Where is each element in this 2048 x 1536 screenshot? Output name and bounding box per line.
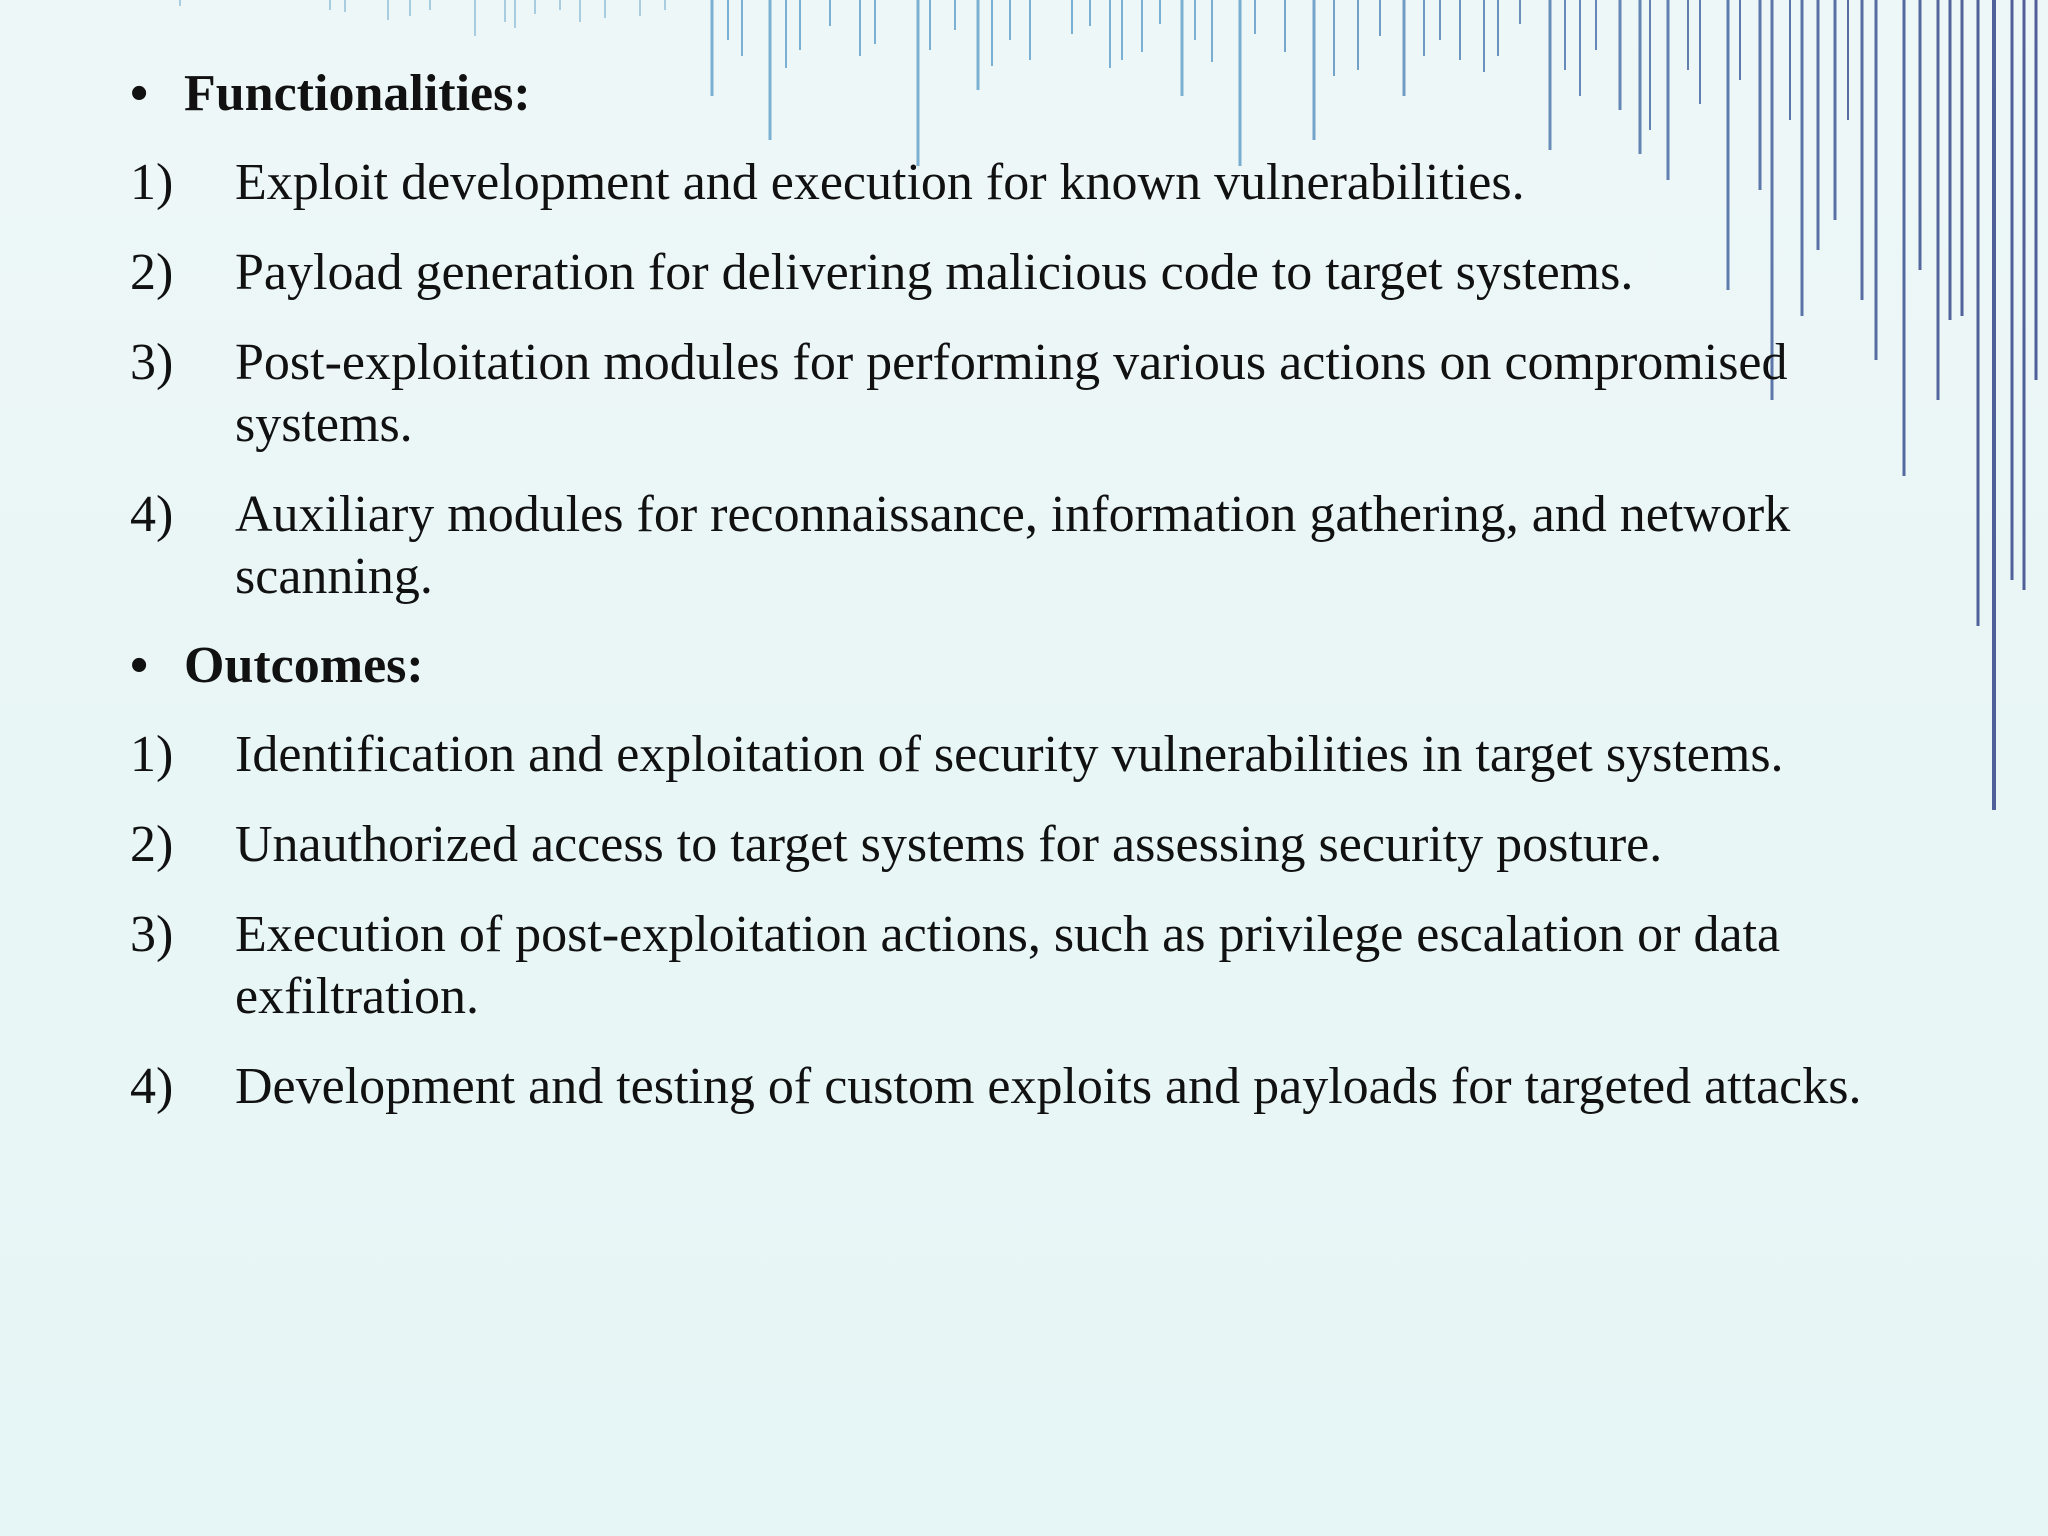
bullet-marker: • <box>130 65 149 122</box>
item-text: Identification and exploitation of security vulnerabilities in target systems. <box>235 726 1784 783</box>
item-number: 1) <box>130 726 174 783</box>
item-text: Execution of post-exploitation actions, such as privilege escalation or data exfiltration. <box>235 906 1781 1025</box>
item-number: 2) <box>130 244 174 301</box>
section-heading-functionalities <box>130 64 1910 124</box>
item-text: Unauthorized access to target systems for assessing security posture. <box>235 816 1663 873</box>
list-item <box>130 724 1910 786</box>
item-text: Post-exploitation modules for performing various actions on compromised systems. <box>235 334 1788 453</box>
list-item <box>130 242 1910 304</box>
list-item <box>130 152 1910 214</box>
item-text: Payload generation for delivering malicious code to target systems. <box>235 244 1634 301</box>
item-number: 1) <box>130 154 174 211</box>
slide-content <box>130 64 1910 1146</box>
list-item <box>130 904 1910 1028</box>
item-number: 4) <box>130 486 174 543</box>
item-text: Auxiliary modules for reconnaissance, information gathering, and network scanning. <box>235 486 1791 605</box>
list-item <box>130 332 1910 456</box>
item-number: 3) <box>130 906 174 963</box>
heading-text: Outcomes: <box>184 637 424 694</box>
section-heading-outcomes <box>130 636 1910 696</box>
list-item <box>130 1056 1910 1118</box>
heading-text: Functionalities: <box>184 65 531 122</box>
list-item <box>130 484 1910 608</box>
item-number: 4) <box>130 1058 174 1115</box>
item-text: Exploit development and execution for known vulnerabilities. <box>235 154 1525 211</box>
item-number: 3) <box>130 334 174 391</box>
list-item <box>130 814 1910 876</box>
bullet-marker: • <box>130 637 149 694</box>
item-number: 2) <box>130 816 174 873</box>
item-text: Development and testing of custom exploits and payloads for targeted attacks. <box>235 1058 1862 1115</box>
